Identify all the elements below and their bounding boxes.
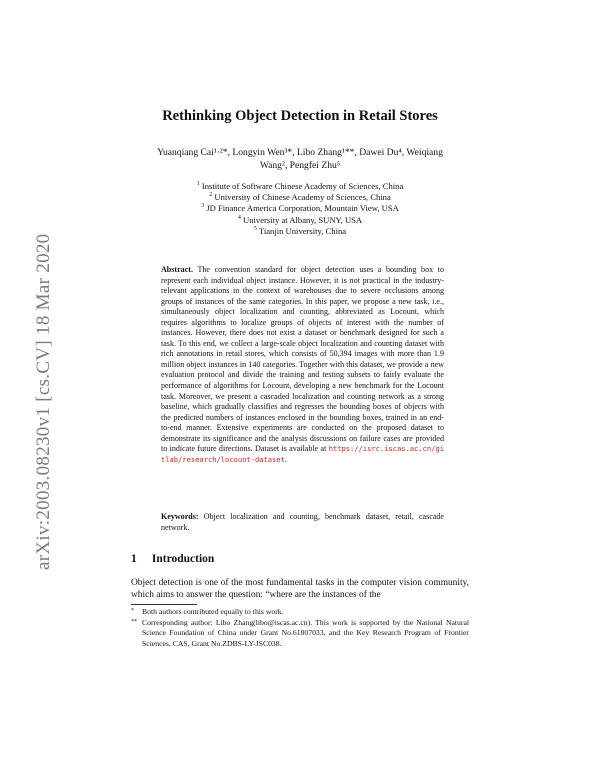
affiliation-list (130, 181, 470, 237)
arxiv-id: arXiv:2003.08230v1 [cs.CV] 18 Mar 2020 (33, 233, 54, 570)
affiliation-3 (130, 203, 470, 214)
affiliation-number: 3 (201, 203, 205, 210)
affiliation-number: 2 (209, 192, 213, 199)
footnotes (131, 607, 469, 649)
affiliation-text: University at Albany, SUNY, USA (243, 214, 363, 225)
abstract: Abstract. The convention standard for object detection uses a bounding box to represent each individual object instance. However, it is not practical in the industry-relevant applications in the context of warehouses due to severe occlusions among groups of instances of the same categories. In this paper, we propose a new task, i.e., simultaneously object localization and counting, abbreviated as Locount, which requires algorithms to localize groups of objects of interest with the number of instances. However, there does not exist a dataset or benchmark designed for such a task. To this end, we collect a large-scale object localization and counting dataset with rich annotations in retail stores, which consists of 50,394 images with more than 1.9 million object instances in 140 categories. Together with this dataset, we provide a new evaluation protocol and divide the training and testing subsets to fairly evaluate the performance of algorithms for Locount, developing a new benchmark for the Locount task. Moreover, we present a cascaded localization and counting network as a strong baseline, which gradually classifies and regresses the bounding boxes of objects with the predicted numbers of instances enclosed in the bounding boxes, trained in an end-to-end manner. Extensive experiments are conducted on the proposed dataset to demonstrate its significance and the analysis discussions on failure cases are provided to indicate future directions. Dataset is available at https://isrc.iscas.ac.cn/gitlab/research/locount-dataset. (161, 265, 445, 464)
author-list (140, 147, 460, 172)
paper-title: Rethinking Object Detection in Retail Stores (162, 108, 438, 124)
footnote-rule (131, 604, 197, 605)
dataset-link[interactable]: https://isrc.iscas.ac.cn/gitlab/research/locount-dataset (161, 444, 444, 464)
affiliation-5 (130, 226, 470, 237)
keywords (161, 512, 444, 533)
footnote-mark: ** (131, 618, 137, 625)
affiliation-text: Institute of Software Chinese Academy of Sciences, China (201, 181, 404, 191)
footnote-mark: * (131, 608, 134, 614)
affiliation-text: University of Chinese Academy of Sciences, China (214, 192, 391, 203)
section-heading (131, 553, 471, 565)
author-line-1: Yuanqiang Cai¹·²*, Longyin Wen³*, Libo Zhang¹**, Dawei Du⁴, Weiqiang (157, 147, 443, 158)
affiliation-number: 4 (237, 214, 241, 221)
arxiv-stamp (0, 200, 54, 570)
intro-paragraph: Object detection is one of the most fundamental tasks in the computer vision community, which aims to answer the question: “where are the instances of the (131, 578, 469, 600)
affiliation-number: 1 (196, 181, 200, 188)
keywords-label: Keywords: (161, 512, 199, 521)
affiliation-text: JD Finance America Corporation, Mountain View, USA (206, 203, 399, 214)
footnote-2 (131, 618, 469, 650)
affiliation-1 (130, 181, 470, 192)
affiliation-2 (130, 192, 470, 203)
keywords-text: Object localization and counting, benchmark dataset, retail, cascade network. (161, 512, 444, 532)
abstract-text: The convention standard for object detection uses a bounding box to represent each individual object instance. However, it is not practical in the industry-relevant applications in the context of warehouses due to severe occlusions among groups of instances of the same categories. In this paper, we propose a new task, i.e., simultaneously object localization and counting, abbreviated as Locount, which requires algorithms to localize groups of objects of interest with the number of instances. However, there does not exist a dataset or benchmark designed for such a task. To this end, we collect a large-scale object localization and counting dataset with rich annotations in retail stores, which consists of 50,394 images with more than 1.9 million object instances in 140 categories. Together with this dataset, we provide a new evaluation protocol and divide the training and testing subsets to fairly evaluate the performance of algorithms for Locount, developing a new benchmark for the Locount task. Moreover, we present a cascaded localization and counting network as a strong baseline, which gradually classifies and regresses the bounding boxes of objects with the predicted numbers of instances enclosed in the bounding boxes, trained in an end-to-end manner. Extensive experiments are conducted on the proposed dataset to demonstrate its significance and the analysis discussions on failure cases are provided to indicate future directions. Dataset is available at (161, 265, 445, 454)
section-number: 1 (131, 553, 137, 565)
abstract-label: Abstract. (161, 265, 193, 274)
footnote-1 (131, 607, 469, 618)
affiliation-4 (130, 215, 470, 226)
footnote-text: Both authors contributed equally to this work. (142, 607, 284, 616)
footnote-text: Corresponding author: Libo Zhang(libo@iscas.ac.cn). This work is supported by the National Natural Science Foundation of China under Grant No.61807033, and the Key Research Program of Frontier Sciences, CAS, Grant No.ZDBS-LY-JSC038. (142, 617, 469, 648)
affiliation-text: Tianjin University, China (258, 225, 347, 236)
author-line-2: Wang², Pengfei Zhu⁵ (259, 159, 341, 171)
affiliation-number: 5 (253, 225, 257, 232)
section-title: Introduction (151, 553, 215, 565)
